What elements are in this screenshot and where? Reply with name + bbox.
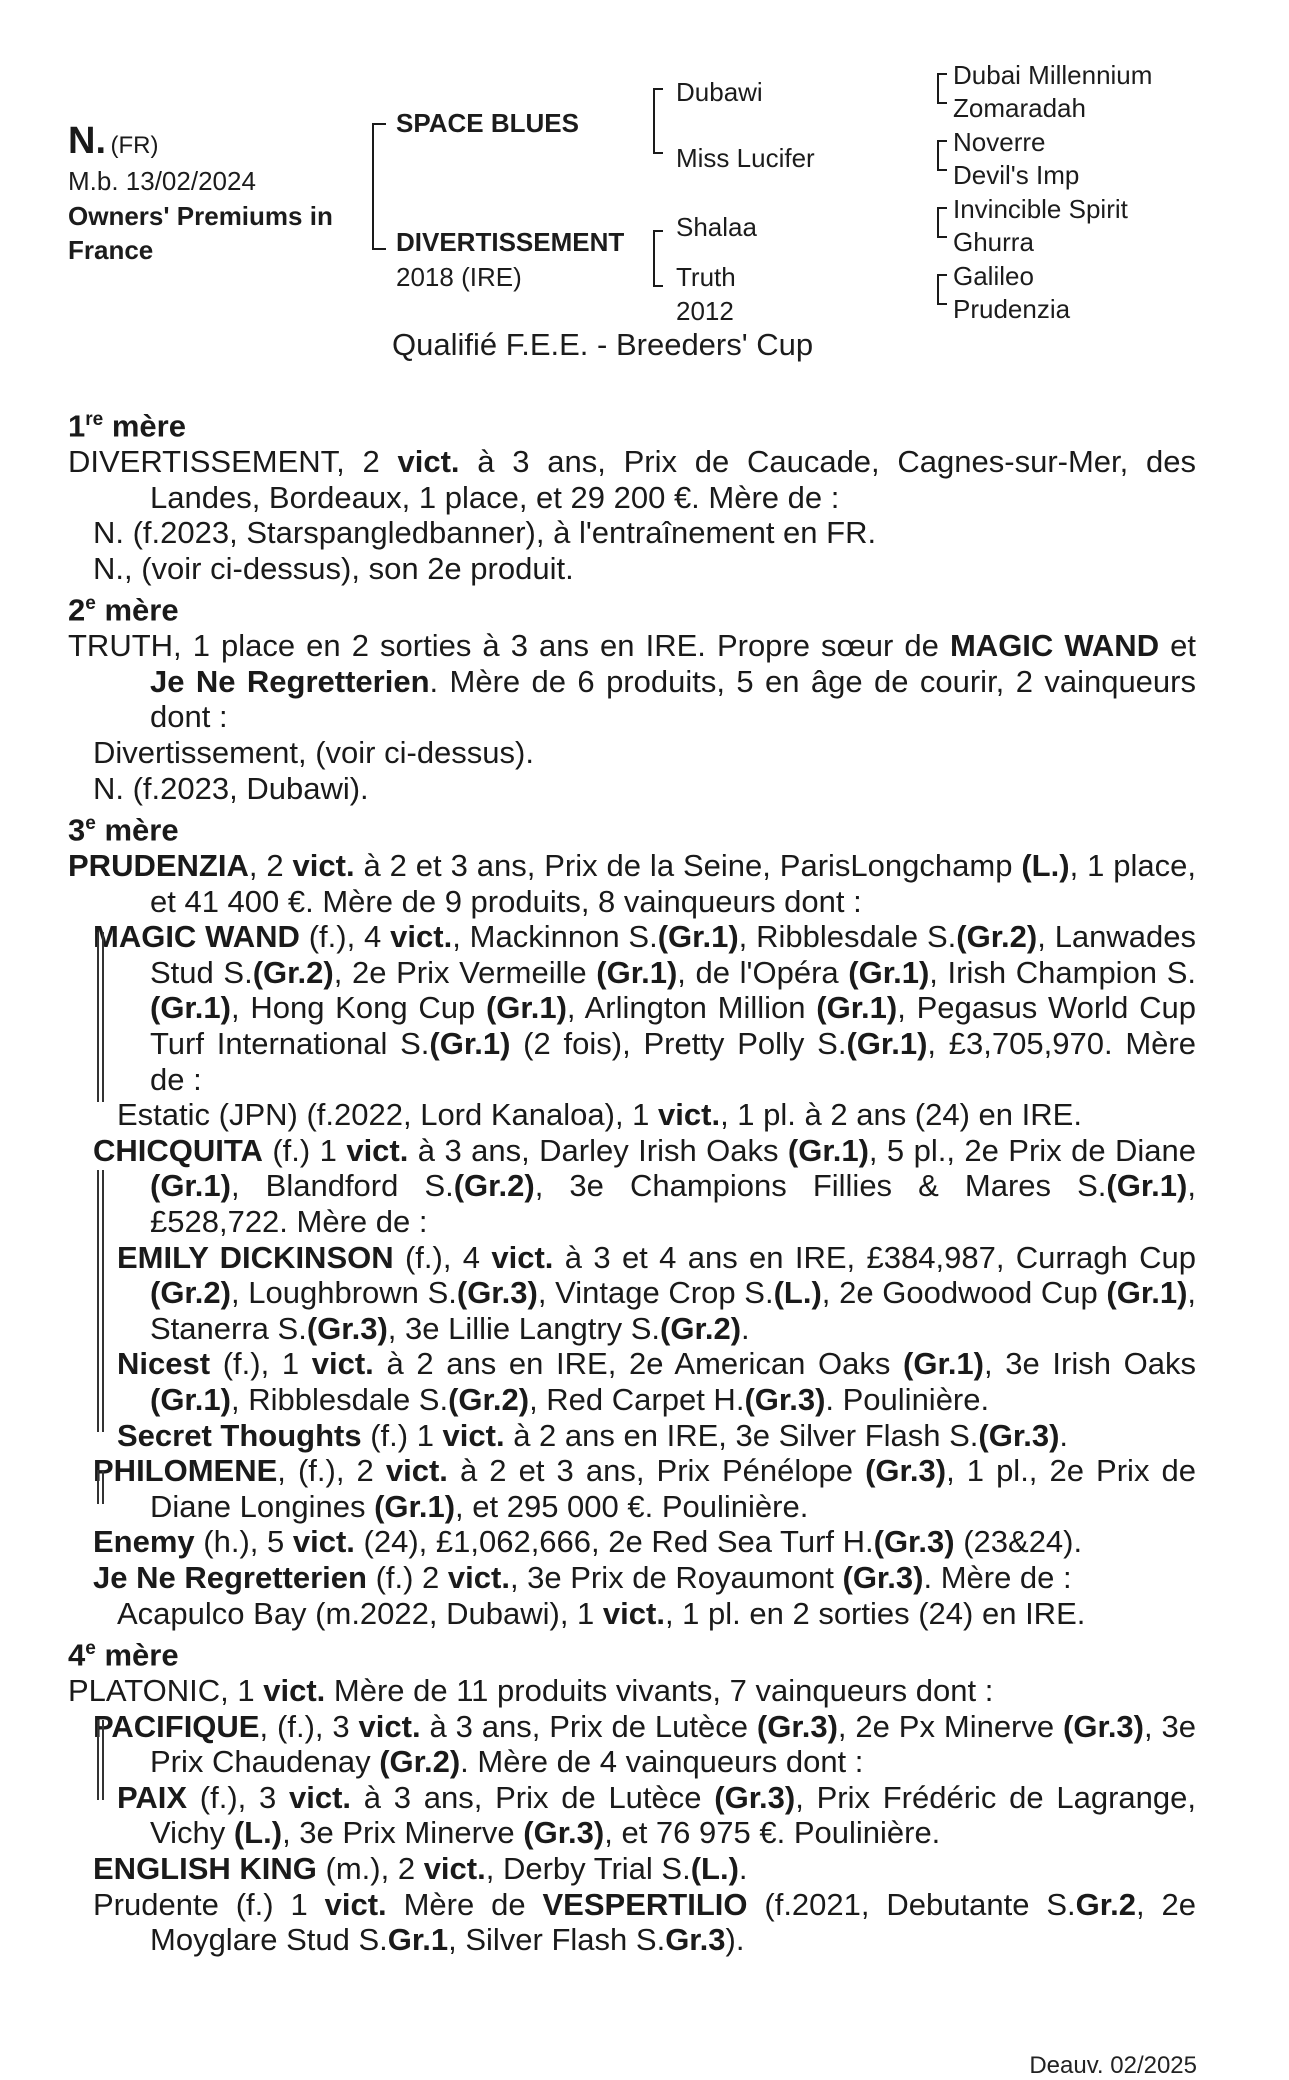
horse-country: (FR): [110, 132, 159, 159]
bracket-gen3-3: [937, 207, 939, 237]
bracket-gen3-3-bottom: [937, 236, 947, 238]
heading-third-dam: [68, 806, 1196, 848]
heading-sup: e: [85, 813, 96, 835]
horse-name: N.: [68, 120, 106, 162]
third-dam-entry: PRUDENZIA, 2 vict. à 2 et 3 ans, Prix de la Seine, ParisLongchamp (L.), 1 place, et 41 400 €. Mère de 9 produits, 8 vainqueurs dont :: [68, 848, 1196, 919]
gen3-sss: Dubai Millennium: [953, 60, 1153, 90]
sire-name: SPACE BLUES: [396, 108, 579, 138]
produce-3: Divertissement, (voir ci-dessus).: [93, 735, 534, 770]
heading-num: 4: [68, 1637, 86, 1673]
estatic-entry: Estatic (JPN) (f.2022, Lord Kanaloa), 1 vict., 1 pl. à 2 ans (24) en IRE.: [117, 1097, 1082, 1133]
heading-word: mère: [111, 408, 186, 444]
chicquita-entry: CHICQUITA (f.) 1 vict. à 3 ans, Darley Irish Oaks (Gr.1), 5 pl., 2e Prix de Diane (Gr.1), Blandford S.(Gr.2), 3e Champions Fillies & Mares S.(Gr.1), £528,722. Mère de :: [93, 1132, 1197, 1240]
horse-name-line: [68, 120, 158, 163]
qualification: Qualifié F.E.E. - Breeders' Cup: [392, 327, 814, 362]
prudente-entry: Prudente (f.) 1 vict. Mère de VESPERTILIO (f.2021, Debutante S.Gr.2, 2e Moyglare Stud S.Gr.1, Silver Flash S.Gr.3).: [93, 1886, 1196, 1958]
bracket-gen3-4: [937, 274, 939, 304]
pacifique-entry: PACIFIQUE, (f.), 3 vict. à 3 ans, Prix de Lutèce (Gr.3), 2e Px Minerve (Gr.3), 3e Prix Chaudenay (Gr.2). Mère de 4 vainqueurs dont :: [93, 1708, 1196, 1780]
heading-sup: re: [85, 409, 104, 430]
heading-first-dam: [68, 402, 1196, 444]
dam-info: 2018 (IRE): [396, 262, 522, 292]
bracket-gen3-1: [937, 73, 939, 103]
bracket-dam-top: [653, 230, 663, 232]
heading-num: 1: [68, 408, 86, 444]
gen3-sdd: Devil's Imp: [953, 160, 1080, 190]
second-dam-entry: TRUTH, 1 place en 2 sorties à 3 ans en IRE. Propre sœur de MAGIC WAND et Je Ne Regretterien. Mère de 6 produits, 5 en âge de courir, 2 vainqueurs dont :: [68, 628, 1197, 735]
consignor-line2: France: [68, 235, 154, 265]
acapulco-bay-entry: Acapulco Bay (m.2022, Dubawi), 1 vict., 1 pl. en 2 sorties (24) en IRE.: [117, 1595, 1086, 1631]
bracket-sire-top: [653, 88, 663, 90]
english-king-entry: ENGLISH KING (m.), 2 vict., Derby Trial S.(L.).: [93, 1851, 748, 1887]
emily-dickinson-entry: EMILY DICKINSON (f.), 4 vict. à 3 et 4 ans en IRE, £384,987, Curragh Cup (Gr.2), Loughbrown S.(Gr.3), Vintage Crop S.(L.), 2e Goodwood Cup (Gr.1), Stanerra S.(Gr.3), 3e Lillie Langtry S.(Gr.2).: [117, 1239, 1197, 1346]
sire-sire: Dubawi: [676, 77, 763, 107]
sale-reference: Deauv. 02/2025: [1029, 2052, 1197, 2079]
bracket-dam-bottom: [653, 285, 663, 287]
sire-dam: Miss Lucifer: [676, 143, 815, 173]
produce-4: N. (f.2023, Dubawi).: [93, 770, 369, 806]
secret-thoughts-entry: Secret Thoughts (f.) 1 vict. à 2 ans en IRE, 3e Silver Flash S.(Gr.3).: [117, 1417, 1069, 1453]
magic-wand-entry: MAGIC WAND (f.), 4 vict., Mackinnon S.(Gr.1), Ribblesdale S.(Gr.2), Lanwades Stud S.(Gr.2), 2e Prix Vermeille (Gr.1), de l'Opéra (Gr.1), Irish Champion S.(Gr.1), Hong Kong Cup (Gr.1), Arlington Million (Gr.1), Pegasus World Cup Turf International S.(Gr.1) (2 fois), Pretty Polly S.(Gr.1), £3,705,970. Mère de :: [93, 919, 1197, 1097]
descent-bar-philomene: [97, 1470, 104, 1504]
descent-bar-chicquita: [97, 1170, 104, 1432]
catalogue-body: [68, 402, 1196, 1958]
fourth-dam-entry: PLATONIC, 1 vict. Mère de 11 produits vivants, 7 vainqueurs dont :: [68, 1673, 994, 1709]
bracket-main-top: [372, 123, 386, 125]
gen3-sds: Noverre: [953, 127, 1046, 157]
gen3-ddd: Prudenzia: [953, 294, 1071, 324]
descent-bar-pacifique: [97, 1720, 104, 1800]
bracket-main: [372, 123, 374, 250]
bracket-gen3-1-bottom: [937, 102, 947, 104]
bracket-sire: [653, 88, 655, 154]
heading-word: mère: [104, 1637, 179, 1673]
bracket-gen3-2-top: [937, 140, 947, 142]
bracket-sire-bottom: [653, 152, 663, 154]
heading-word: mère: [104, 812, 179, 848]
bracket-dam: [653, 230, 655, 287]
enemy-entry: Enemy (h.), 5 vict. (24), £1,062,666, 2e Red Sea Turf H.(Gr.3) (23&24).: [93, 1524, 1083, 1560]
first-dam-entry: DIVERTISSEMENT, 2 vict. à 3 ans, Prix de Caucade, Cagnes-sur-Mer, des Landes, Bordeaux, 1 place, et 29 200 €. Mère de :: [68, 443, 1196, 515]
bracket-gen3-3-top: [937, 207, 947, 209]
bracket-gen3-1-top: [937, 73, 947, 75]
heading-second-dam: [68, 586, 1196, 628]
consignor-line1: Owners' Premiums in: [68, 201, 333, 231]
bracket-gen3-4-top: [937, 274, 947, 276]
heading-sup: e: [85, 593, 96, 615]
philomene-entry: PHILOMENE, (f.), 2 vict. à 2 et 3 ans, Prix Pénélope (Gr.3), 1 pl., 2e Prix de Diane Longines (Gr.1), et 295 000 €. Poulinière.: [93, 1453, 1197, 1524]
gen3-dss: Invincible Spirit: [953, 194, 1128, 224]
bracket-gen3-2: [937, 140, 939, 170]
gen3-dds: Galileo: [953, 261, 1034, 291]
je-ne-regretterien-entry: Je Ne Regretterien (f.) 2 vict., 3e Prix de Royaumont (Gr.3). Mère de :: [93, 1559, 1072, 1595]
descent-bar-magic-wand: [97, 932, 104, 1102]
heading-sup: e: [85, 1638, 96, 1660]
heading-word: mère: [104, 592, 179, 628]
gen3-ssd: Zomaradah: [953, 93, 1086, 123]
bracket-gen3-4-bottom: [937, 303, 947, 305]
dam-dam-year: 2012: [676, 296, 734, 326]
paix-entry: PAIX (f.), 3 vict. à 3 ans, Prix de Lutèce (Gr.3), Prix Frédéric de Lagrange, Vichy (L.), 3e Prix Minerve (Gr.3), et 76 975 €. Poulinière.: [117, 1779, 1196, 1851]
produce-2: N., (voir ci-dessus), son 2e produit.: [93, 550, 574, 586]
heading-num: 3: [68, 812, 86, 848]
bracket-gen3-2-bottom: [937, 169, 947, 171]
dam-sire: Shalaa: [676, 212, 757, 242]
dam-name: DIVERTISSEMENT: [396, 227, 625, 257]
dam-dam: Truth: [676, 262, 736, 292]
bracket-main-bottom: [372, 248, 386, 250]
sex-birth: M.b. 13/02/2024: [68, 166, 256, 196]
heading-num: 2: [68, 592, 86, 628]
nicest-entry: Nicest (f.), 1 vict. à 2 ans en IRE, 2e American Oaks (Gr.1), 3e Irish Oaks (Gr.1), Ribblesdale S.(Gr.2), Red Carpet H.(Gr.3). Poulinière.: [117, 1346, 1196, 1418]
produce-1: N. (f.2023, Starspangledbanner), à l'entraînement en FR.: [93, 515, 877, 551]
heading-fourth-dam: [68, 1631, 1196, 1673]
gen3-dsd: Ghurra: [953, 227, 1034, 257]
